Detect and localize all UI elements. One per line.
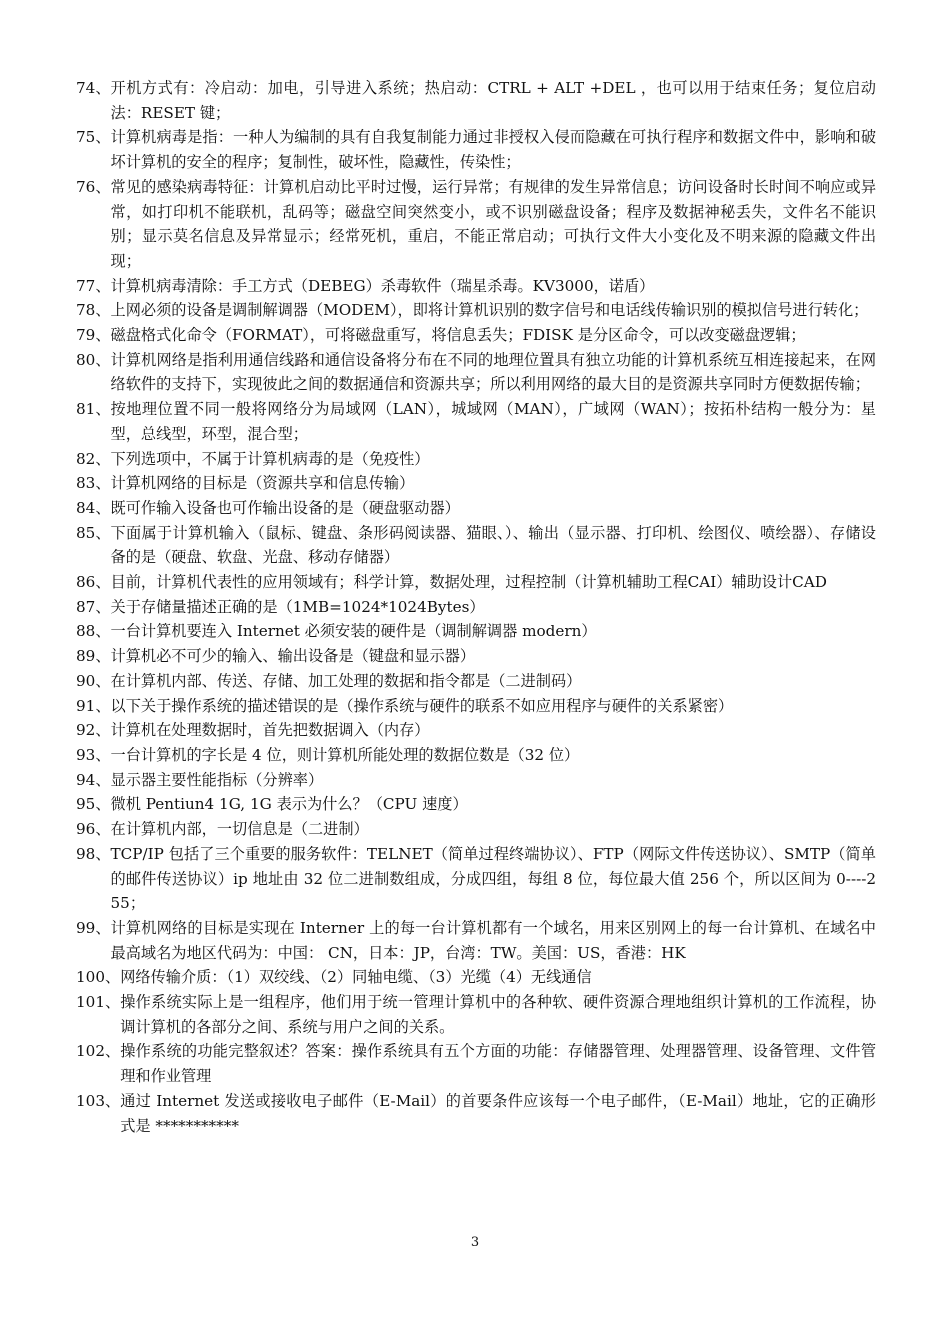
item-number: 82、: [76, 449, 111, 468]
item-number: 89、: [76, 647, 111, 666]
item-number: 101、: [76, 993, 121, 1012]
page-number: 3: [470, 1235, 480, 1250]
list-item: [76, 447, 876, 472]
list-item: [76, 1089, 876, 1138]
list-item: [76, 496, 876, 521]
item-text: 以下关于操作系统的描述错误的是（操作系统与硬件的联系不如应用程序与硬件的关系紧密）: [110, 696, 734, 715]
list-item: [76, 521, 876, 570]
item-number: 86、: [76, 573, 111, 592]
item-number: 91、: [76, 696, 111, 715]
item-number: 93、: [76, 745, 111, 764]
item-text: 开机方式有：冷启动：加电，引导进入系统；热启动：CTRL + ALT +DEL ，也可以用于结束任务；复位启动法：RESET 键；: [110, 79, 876, 122]
list-item: [76, 792, 876, 817]
list-item: [76, 743, 876, 768]
list-item: [76, 125, 876, 174]
item-number: 81、: [76, 400, 111, 419]
item-number: 85、: [76, 523, 111, 542]
item-text: 按地理位置不同一般将网络分为局域网（LAN），城域网（MAN），广域网（WAN）；按拓朴结构一般分为：星型，总线型，环型，混合型；: [110, 400, 876, 443]
item-text: 计算机网络是指利用通信线路和通信设备将分布在不同的地理位置具有独立功能的计算机系统互相连接起来，在网络软件的支持下，实现彼此之间的数据通信和资源共享；所以利用网络的最大目的是资源共享同时方便数据传输；: [110, 350, 876, 394]
item-number: 74、: [76, 79, 111, 97]
item-text: 计算机在处理数据时，首先把数据调入（内存）: [110, 721, 430, 740]
item-text: 通过 Internet 发送或接收电子邮件（E-Mail）的首要条件应该每一个电子邮件，（E-Mail）地址，它的正确形式是 ***********: [120, 1091, 876, 1135]
list-item: [76, 768, 876, 793]
item-text: 下面属于计算机输入（鼠标、键盘、条形码阅读器、猫眼、）、输出（显示器、打印机、绘图仪、喷绘器）、存储设备的是（硬盘、软盘、光盘、移动存储器）: [110, 523, 876, 567]
item-text: 计算机网络的目标是（资源共享和信息传输）: [110, 474, 415, 493]
item-text: 显示器主要性能指标（分辨率）: [110, 770, 324, 789]
item-number: 90、: [76, 671, 111, 690]
list-item: [76, 348, 876, 397]
item-text: 一台计算机的字长是 4 位，则计算机所能处理的数据位数是（32 位）: [110, 745, 580, 764]
item-number: 84、: [76, 498, 111, 517]
item-list: [76, 76, 876, 1138]
item-text: TCP/IP 包括了三个重要的服务软件：TELNET（简单过程终端协议）、FTP（网际文件传送协议）、SMTP（简单的邮件传送协议）ip 地址由 32 位二进制数组成，分成四组，每组 8 位，每位最大值 256 个，所以区间为 0----255；: [110, 844, 876, 913]
item-number: 103、: [76, 1091, 121, 1110]
list-item: [76, 842, 876, 916]
item-text: 既可作输入设备也可作输出设备的是（硬盘驱动器）: [110, 498, 460, 517]
item-text: 计算机病毒清除：手工方式（DEBEG）杀毒软件（瑞星杀毒。KV3000，诺盾）: [110, 276, 655, 295]
list-item: [76, 619, 876, 644]
list-item: [76, 718, 876, 743]
list-item: [76, 916, 876, 965]
item-number: 87、: [76, 597, 111, 616]
item-text: 操作系统的功能完整叙述？答案：操作系统具有五个方面的功能：存储器管理、处理器管理、设备管理、文件管理和作业管理: [120, 1042, 876, 1086]
item-number: 100、: [76, 968, 121, 987]
item-text: 目前，计算机代表性的应用领域有；科学计算，数据处理，过程控制（计算机辅助工程CAI）辅助设计CAD: [110, 573, 827, 592]
list-item: [76, 644, 876, 669]
list-item: [76, 274, 876, 299]
item-text: 计算机病毒是指：一种人为编制的具有自我复制能力通过非授权入侵而隐藏在可执行程序和数据文件中，影响和破坏计算机的安全的程序；复制性，破坏性，隐藏性，传染性；: [110, 128, 876, 172]
item-number: 77、: [76, 276, 111, 295]
list-item: [76, 817, 876, 842]
list-item: [76, 965, 876, 990]
item-text: 计算机必不可少的输入、输出设备是（键盘和显示器）: [110, 647, 476, 666]
item-text: 常见的感染病毒特征：计算机启动比平时过慢，运行异常；有规律的发生异常信息；访问设备时长时间不响应或异常，如打印机不能联机，乱码等；磁盘空间突然变小，或不识别磁盘设备；程序及数据神秘丢失，文件名不能识别；显示莫名信息及异常显示；经常死机，重启，不能正常启动；可执行文件大小变化及不明来源的隐藏文件出现；: [110, 177, 876, 270]
item-number: 75、: [76, 128, 111, 147]
item-number: 98、: [76, 844, 111, 863]
item-number: 92、: [76, 721, 111, 740]
list-item: [76, 694, 876, 719]
item-number: 88、: [76, 622, 111, 641]
list-item: [76, 323, 876, 348]
item-number: 78、: [76, 301, 111, 320]
item-text: 磁盘格式化命令（FORMAT），可将磁盘重写，将信息丢失；FDISK 是分区命令，可以改变磁盘逻辑；: [110, 326, 806, 345]
item-text: 一台计算机要连入 Internet 必须安装的硬件是（调制解调器 modern）: [110, 622, 597, 641]
item-text: 操作系统实际上是一组程序，他们用于统一管理计算机中的各种软、硬件资源合理地组织计算机的工作流程，协调计算机的各部分之间、系统与用户之间的关系。: [120, 993, 876, 1036]
item-text: 上网必须的设备是调制解调器（MODEM），即将计算机识别的数字信号和电话线传输识别的模拟信号进行转化；: [110, 301, 869, 320]
list-item: [76, 990, 876, 1039]
item-text: 在计算机内部、传送、存储、加工处理的数据和指令都是（二进制码）: [110, 671, 582, 690]
item-number: 79、: [76, 326, 111, 345]
list-item: [76, 595, 876, 620]
list-item: [76, 298, 876, 323]
item-text: 在计算机内部，一切信息是（二进制）: [110, 820, 369, 839]
item-number: 99、: [76, 918, 111, 937]
item-text: 计算机网络的目标是实现在 Interner 上的每一台计算机都有一个域名，用来区别网上的每一台计算机、在域名中最高域名为地区代码为：中国： CN，日本：JP，台湾：TW。美国：US，香港：HK: [110, 918, 876, 962]
list-item: [76, 669, 876, 694]
list-item: [76, 570, 876, 595]
list-item: [76, 175, 876, 274]
item-number: 95、: [76, 795, 111, 814]
list-item: [76, 1039, 876, 1088]
item-text: 微机 Pentiun4 1G, 1G 表示为什么？（CPU 速度）: [110, 795, 468, 814]
list-item: [76, 76, 876, 125]
item-number: 83、: [76, 474, 111, 493]
item-number: 80、: [76, 350, 111, 369]
item-text: 网络传输介质：（1）双绞线、（2）同轴电缆、（3）光缆（4）无线通信: [120, 968, 592, 987]
item-number: 94、: [76, 770, 111, 789]
item-text: 关于存储量描述正确的是（1MB=1024*1024Bytes）: [110, 597, 485, 616]
item-number: 102、: [76, 1042, 121, 1061]
item-number: 76、: [76, 177, 111, 196]
list-item: [76, 397, 876, 446]
item-number: 96、: [76, 820, 111, 839]
list-item: [76, 471, 876, 496]
item-text: 下列选项中，不属于计算机病毒的是（免疫性）: [110, 449, 430, 468]
